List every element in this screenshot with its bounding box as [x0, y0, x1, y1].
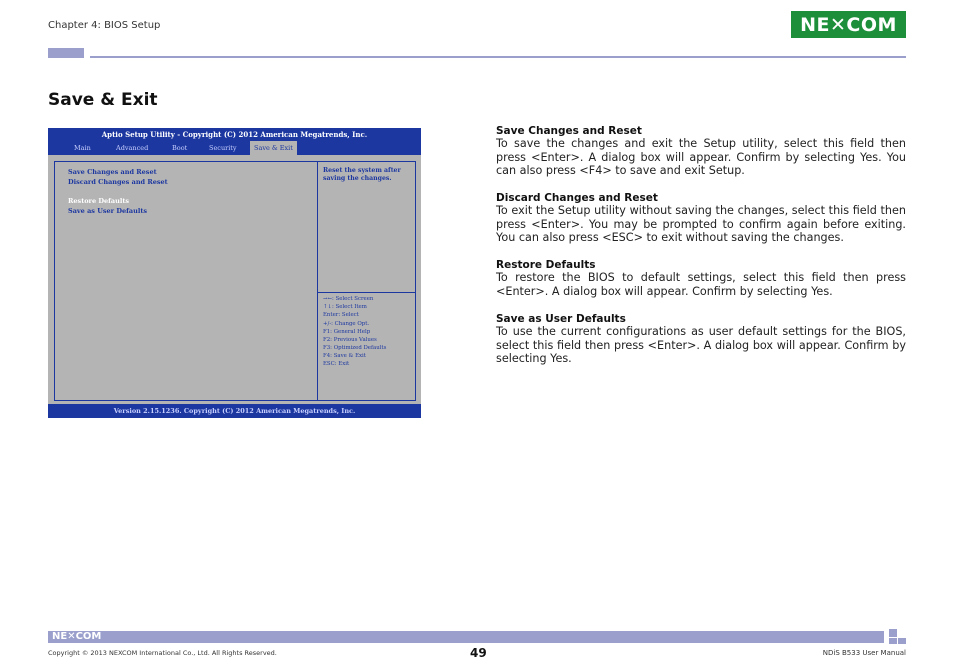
tab-boot[interactable]: Boot — [172, 144, 188, 152]
section-body: To save the changes and exit the Setup utility, select this field then press <Enter>. A dialog box will appear. Confirm by selecting Yes. You can also press <F4> to save and exit Setup. — [496, 137, 906, 177]
bios-tab-bar — [48, 141, 421, 155]
copyright-text: Copyright © 2013 NEXCOM International Co., Ltd. All Rights Reserved. — [48, 649, 277, 657]
key-hint: ESC: Exit — [323, 361, 350, 367]
chapter-label: Chapter 4: BIOS Setup — [48, 20, 161, 31]
key-hint: F2: Previous Values — [323, 337, 377, 343]
key-hint: F3: Optimized Defaults — [323, 345, 387, 351]
section-save-user-defaults — [496, 313, 906, 366]
logo-text: NE✕COM — [800, 14, 897, 36]
section-save-changes — [496, 125, 906, 178]
footer-logo: NE✕COM — [52, 631, 102, 642]
footer-square — [889, 638, 897, 644]
header-band — [90, 56, 906, 58]
key-hint: F1: General Help — [323, 329, 371, 335]
footer-square — [898, 638, 906, 644]
bios-title-bar: Aptio Setup Utility - Copyright (C) 2012 American Megatrends, Inc. — [48, 128, 421, 141]
key-hint: +/-: Change Opt. — [323, 321, 370, 327]
bios-help-panel — [317, 161, 416, 293]
tab-save-exit[interactable]: Save & Exit — [250, 141, 297, 155]
key-hint: F4: Save & Exit — [323, 353, 366, 359]
section-body: To restore the BIOS to default settings, select this field then press <Enter>. A dialog box will appear. Confirm by selecting Yes. — [496, 271, 906, 298]
page-title: Save & Exit — [48, 90, 158, 110]
menu-item-save-user-defaults[interactable]: Save as User Defaults — [68, 207, 148, 215]
menu-item-save-changes-reset[interactable]: Save Changes and Reset — [68, 168, 157, 176]
nexcom-logo — [791, 11, 906, 38]
bios-keys-panel — [317, 292, 416, 401]
tab-advanced[interactable]: Advanced — [116, 144, 149, 152]
key-hint: Enter: Select — [323, 312, 359, 318]
footer-band — [48, 631, 884, 643]
bios-screenshot — [48, 128, 421, 418]
help-text: Reset the system after saving the changes. — [323, 167, 401, 182]
tab-main[interactable]: Main — [74, 144, 91, 152]
key-hint: ↑↓: Select Item — [323, 304, 367, 310]
page-number: 49 — [470, 646, 487, 660]
menu-item-restore-defaults[interactable]: Restore Defaults — [68, 197, 129, 205]
section-heading: Save as User Defaults — [496, 313, 626, 325]
section-discard-changes — [496, 192, 906, 245]
header-band-block — [48, 48, 84, 58]
section-body: To use the current configurations as user default settings for the BIOS, select this field then press <Enter>. A dialog box will appear. Confirm by selecting Yes. — [496, 325, 906, 365]
section-restore-defaults — [496, 259, 906, 298]
section-heading: Save Changes and Reset — [496, 125, 642, 137]
bios-menu-panel — [54, 161, 318, 401]
bios-footer-bar: Version 2.15.1236. Copyright (C) 2012 American Megatrends, Inc. — [48, 404, 421, 418]
section-body: To exit the Setup utility without saving the changes, select this field then press <Enter>. You may be prompted to confirm again before exiting. You can also press <ESC> to exit without saving the changes. — [496, 204, 906, 244]
tab-security[interactable]: Security — [209, 144, 237, 152]
key-hint: →←: Select Screen — [323, 296, 374, 302]
menu-item-discard-changes-reset[interactable]: Discard Changes and Reset — [68, 178, 168, 186]
manual-title: NDiS B533 User Manual — [822, 649, 906, 657]
footer-square — [889, 629, 897, 637]
section-heading: Discard Changes and Reset — [496, 192, 658, 204]
section-heading: Restore Defaults — [496, 259, 596, 271]
